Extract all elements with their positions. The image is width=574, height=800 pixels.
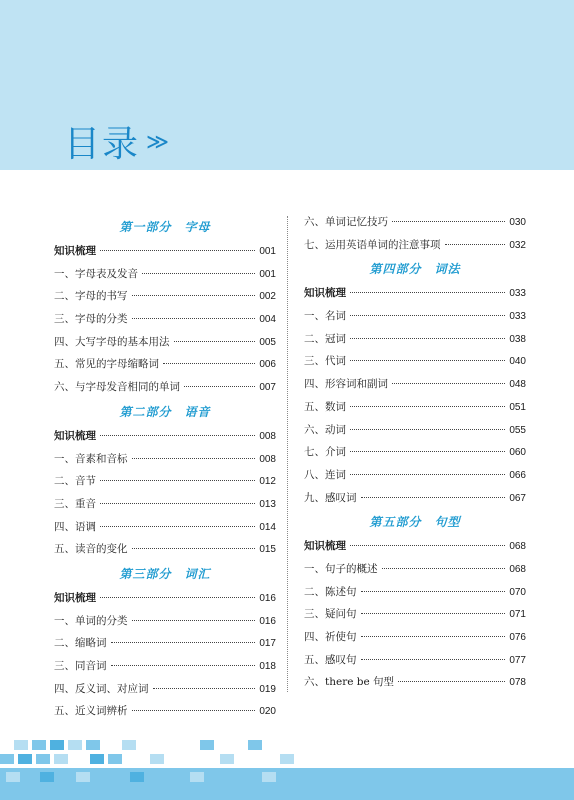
toc-entry-label: 三、代词 bbox=[304, 355, 346, 368]
toc-entry[interactable] bbox=[304, 649, 526, 672]
toc-entry-label: 一、句子的概述 bbox=[304, 562, 378, 575]
dot-leader bbox=[392, 383, 505, 384]
toc-left-column bbox=[54, 214, 276, 723]
toc-entry-label: 知识梳理 bbox=[304, 287, 346, 300]
toc-entry-label: 六、动词 bbox=[304, 423, 346, 436]
double-chevron-right-icon: ≫ bbox=[146, 130, 170, 155]
section-heading: 第一部分 字母 bbox=[119, 220, 211, 234]
dot-leader bbox=[382, 568, 506, 569]
dot-leader bbox=[111, 665, 256, 666]
toc-entry[interactable] bbox=[304, 373, 526, 396]
dot-leader bbox=[445, 244, 506, 245]
toc-entry-page: 005 bbox=[259, 336, 276, 348]
toc-entry-page: 012 bbox=[259, 476, 276, 488]
toc-entry-page: 078 bbox=[509, 677, 526, 689]
toc-entry-label: 知识梳理 bbox=[54, 429, 96, 442]
toc-entry-category[interactable] bbox=[304, 282, 526, 305]
toc-entry-page: 008 bbox=[259, 430, 276, 442]
toc-entry-label: 知识梳理 bbox=[304, 540, 346, 553]
section-heading: 第三部分 词汇 bbox=[119, 566, 211, 581]
toc-entry-page: 068 bbox=[509, 563, 526, 575]
toc-entry-label: 二、陈述句 bbox=[304, 585, 357, 598]
dot-leader bbox=[100, 503, 255, 504]
toc-entry-label: 四、大写字母的基本用法 bbox=[54, 335, 170, 348]
toc-entry-page: 019 bbox=[259, 683, 276, 695]
dot-leader bbox=[100, 526, 255, 527]
toc-entry-page: 055 bbox=[509, 424, 526, 436]
toc-entry[interactable] bbox=[54, 448, 276, 471]
toc-entry-page: 076 bbox=[509, 632, 526, 643]
toc-entry-label: 六、单词记忆技巧 bbox=[304, 216, 388, 228]
toc-entry-page: 048 bbox=[509, 379, 526, 391]
toc-entry[interactable] bbox=[54, 376, 276, 399]
toc-entry-page: 033 bbox=[509, 311, 526, 323]
toc-entry-page: 051 bbox=[509, 401, 526, 413]
page-title: 目录 bbox=[64, 124, 141, 165]
dot-leader bbox=[132, 620, 256, 621]
dot-leader bbox=[361, 591, 506, 592]
toc-entry-label: 知识梳理 bbox=[54, 591, 96, 604]
dot-leader bbox=[142, 273, 255, 274]
toc-entry-page: 020 bbox=[259, 706, 276, 718]
toc-entry-label: 三、字母的分类 bbox=[54, 313, 128, 326]
toc-entry-page: 001 bbox=[259, 246, 276, 257]
toc-entry-label: 五、感叹句 bbox=[304, 653, 357, 666]
toc-entry[interactable] bbox=[54, 538, 276, 561]
toc-entry-category[interactable] bbox=[54, 425, 276, 448]
toc-entry-page: 008 bbox=[259, 453, 276, 465]
toc-entry-label: 四、形容词和副词 bbox=[304, 378, 388, 391]
toc-entry-category[interactable] bbox=[54, 240, 276, 263]
dot-leader bbox=[132, 548, 256, 549]
toc-entry-page: 018 bbox=[259, 661, 276, 672]
toc-entry[interactable] bbox=[54, 285, 276, 308]
toc-entry[interactable] bbox=[54, 610, 276, 633]
toc-entry[interactable] bbox=[54, 353, 276, 376]
toc-entry-page: 016 bbox=[259, 615, 276, 627]
toc-entry-label: 二、冠词 bbox=[304, 332, 346, 345]
toc-entry-page: 002 bbox=[259, 291, 276, 303]
toc-entry-label: 七、介词 bbox=[304, 446, 346, 459]
toc-entry-page: 067 bbox=[509, 492, 526, 504]
toc-entry-page: 004 bbox=[259, 314, 276, 326]
toc-entry[interactable] bbox=[54, 632, 276, 655]
dot-leader bbox=[100, 250, 255, 251]
toc-entry-page: 013 bbox=[259, 498, 276, 510]
toc-entry-label: 二、音节 bbox=[54, 475, 96, 488]
toc-entry-label: 五、常见的字母缩略词 bbox=[54, 358, 159, 371]
toc-entry-page: 033 bbox=[509, 288, 526, 300]
toc-entry-page: 040 bbox=[509, 356, 526, 368]
toc-entry[interactable] bbox=[54, 678, 276, 701]
column-divider bbox=[287, 216, 288, 692]
toc-entry[interactable] bbox=[54, 331, 276, 354]
toc-entry-page: 017 bbox=[259, 638, 276, 650]
toc-entry-label: 五、数词 bbox=[304, 400, 346, 413]
toc-entry[interactable] bbox=[54, 516, 276, 539]
toc-entry-label: 知识梳理 bbox=[54, 245, 96, 257]
toc-entry[interactable] bbox=[304, 234, 526, 257]
dot-leader bbox=[398, 681, 505, 682]
toc-entry-label: 八、连词 bbox=[304, 468, 346, 481]
toc-entry-label: 七、运用英语单词的注意事项 bbox=[304, 238, 441, 251]
toc-entry[interactable] bbox=[54, 263, 276, 286]
toc-entry-label: 一、名词 bbox=[304, 310, 346, 323]
toc-entry-page: 066 bbox=[509, 469, 526, 481]
dot-leader bbox=[350, 429, 505, 430]
dot-leader bbox=[392, 221, 505, 222]
toc-entry[interactable] bbox=[304, 350, 526, 373]
dot-leader bbox=[184, 386, 255, 387]
toc-entry-page: 014 bbox=[259, 521, 276, 533]
dot-leader bbox=[132, 318, 256, 319]
dot-leader bbox=[350, 406, 505, 407]
dot-leader bbox=[100, 480, 255, 481]
toc-entry-page: 060 bbox=[509, 447, 526, 459]
decorative-pixel-pattern bbox=[0, 700, 574, 800]
dot-leader bbox=[163, 363, 255, 364]
toc-entry[interactable] bbox=[304, 441, 526, 464]
toc-entry-page: 068 bbox=[509, 541, 526, 553]
toc-entry-page: 030 bbox=[509, 217, 526, 228]
toc-entry-label: 四、语调 bbox=[54, 520, 96, 533]
toc-entry[interactable] bbox=[304, 603, 526, 626]
dot-leader bbox=[350, 360, 505, 361]
toc-entry-page: 077 bbox=[509, 654, 526, 666]
toc-entry[interactable] bbox=[304, 558, 526, 581]
toc-entry-page: 007 bbox=[259, 382, 276, 394]
toc-entry-page: 071 bbox=[509, 609, 526, 621]
toc-entry-label: 一、单词的分类 bbox=[54, 614, 128, 627]
toc-entry[interactable] bbox=[304, 419, 526, 442]
toc-entry-page: 006 bbox=[259, 359, 276, 371]
dot-leader bbox=[100, 435, 255, 436]
dot-leader bbox=[350, 474, 505, 475]
toc-entry-category[interactable] bbox=[304, 535, 526, 558]
toc-entry[interactable] bbox=[54, 308, 276, 331]
dot-leader bbox=[100, 597, 255, 598]
toc-entry-label: 四、反义词、对应词 bbox=[54, 682, 149, 695]
toc-entry-label: 五、读音的变化 bbox=[54, 543, 128, 556]
section-heading: 第二部分 语音 bbox=[119, 404, 211, 419]
toc-entry[interactable] bbox=[54, 470, 276, 493]
toc-entry-page: 038 bbox=[509, 333, 526, 345]
toc-entry[interactable] bbox=[304, 211, 526, 234]
toc-entry[interactable] bbox=[304, 305, 526, 328]
toc-entry-page: 001 bbox=[259, 268, 276, 280]
toc-entry-page: 015 bbox=[259, 544, 276, 556]
dot-leader bbox=[361, 636, 506, 637]
toc-entry-label: 六、与字母发音相同的单词 bbox=[54, 381, 180, 394]
toc-entry[interactable] bbox=[304, 487, 526, 510]
toc-entry[interactable] bbox=[54, 655, 276, 678]
dot-leader bbox=[132, 458, 256, 459]
toc-entry[interactable] bbox=[304, 396, 526, 419]
dot-leader bbox=[361, 613, 506, 614]
toc-entry-label: 三、疑问句 bbox=[304, 608, 357, 621]
toc-right-column bbox=[304, 211, 526, 694]
section-heading: 第四部分 词法 bbox=[369, 262, 461, 277]
toc-entry-label: 三、重音 bbox=[54, 497, 96, 510]
toc-entry-label: 三、同音词 bbox=[54, 660, 107, 672]
section-heading: 第五部分 句型 bbox=[369, 515, 461, 530]
toc-entry-page: 032 bbox=[509, 239, 526, 251]
dot-leader bbox=[350, 292, 505, 293]
toc-entry-label: 五、近义词辨析 bbox=[54, 705, 128, 718]
toc-entry-label: 二、缩略词 bbox=[54, 637, 107, 650]
dot-leader bbox=[350, 315, 505, 316]
toc-entry-page: 070 bbox=[509, 586, 526, 598]
toc-entry[interactable] bbox=[304, 328, 526, 351]
dot-leader bbox=[153, 688, 256, 689]
toc-entry[interactable] bbox=[304, 671, 526, 694]
dot-leader bbox=[361, 497, 506, 498]
toc-entry-category[interactable] bbox=[54, 587, 276, 610]
toc-entry-label: 六、there be 句型 bbox=[304, 676, 395, 689]
toc-entry[interactable] bbox=[304, 464, 526, 487]
toc-entry-page: 016 bbox=[259, 592, 276, 604]
dot-leader bbox=[350, 338, 505, 339]
dot-leader bbox=[132, 295, 256, 296]
toc-entry[interactable] bbox=[304, 626, 526, 649]
toc-entry[interactable] bbox=[304, 581, 526, 604]
toc-entry-label: 一、字母表及发音 bbox=[54, 267, 138, 280]
dot-leader bbox=[174, 341, 256, 342]
dot-leader bbox=[361, 659, 506, 660]
toc-entry-label: 二、字母的书写 bbox=[54, 290, 128, 303]
dot-leader bbox=[350, 545, 505, 546]
toc-entry-label: 四、祈使句 bbox=[304, 631, 357, 643]
toc-entry-label: 九、感叹词 bbox=[304, 491, 357, 504]
dot-leader bbox=[111, 642, 256, 643]
toc-entry[interactable] bbox=[54, 493, 276, 516]
toc-entry-label: 一、音素和音标 bbox=[54, 452, 128, 465]
dot-leader bbox=[350, 451, 505, 452]
